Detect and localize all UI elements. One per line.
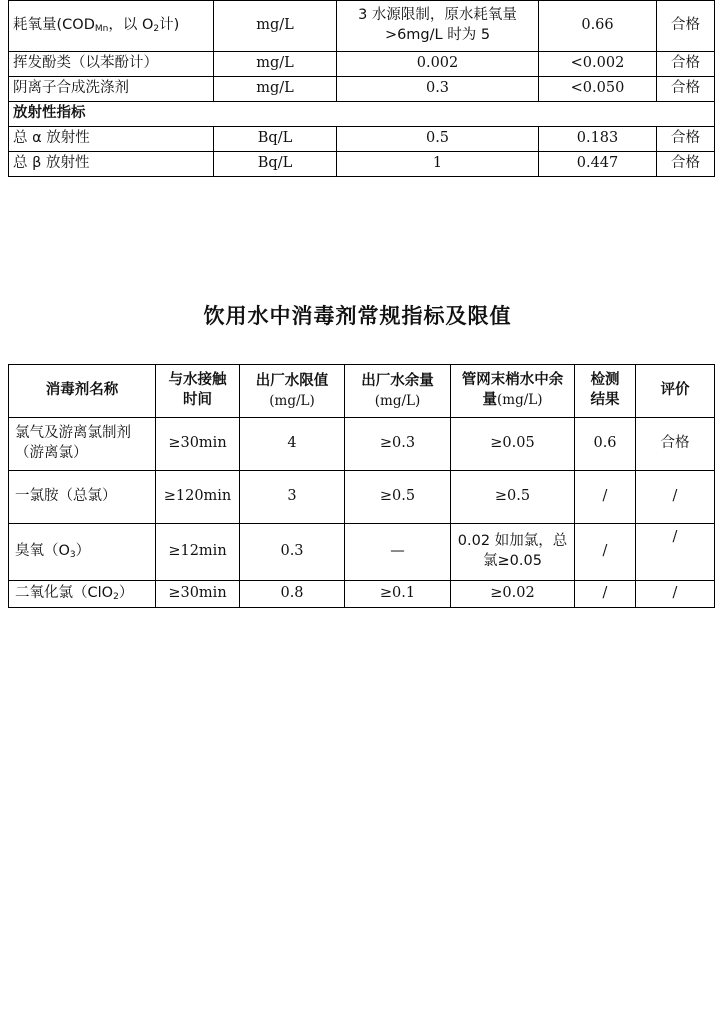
column-header-name: 消毒剂名称 bbox=[9, 365, 156, 418]
section-row bbox=[9, 102, 715, 127]
table-row bbox=[9, 471, 715, 524]
network-residual: ≥0.05 bbox=[451, 418, 575, 471]
table-header-row bbox=[9, 365, 715, 418]
header-label: 出厂水限值 bbox=[255, 373, 329, 390]
header-unit: (mg/L) bbox=[269, 392, 315, 409]
test-result: / bbox=[575, 471, 636, 524]
column-header-result: 检测结果 bbox=[575, 365, 636, 418]
disinfectant-table bbox=[8, 364, 715, 608]
evaluation: 合格 bbox=[636, 418, 715, 471]
indicator-limit: 3 水源限制，原水耗氧量>6mg/L 时为 5 bbox=[337, 1, 539, 52]
column-header-factory-limit bbox=[240, 365, 345, 418]
indicator-verdict: 合格 bbox=[657, 77, 715, 102]
factory-residual: ≥0.3 bbox=[345, 418, 451, 471]
evaluation: / bbox=[636, 581, 715, 608]
disinfectant-name: 臭氧$(O_3)$ bbox=[9, 524, 156, 581]
header-unit: (mg/L) bbox=[497, 392, 543, 408]
test-result: / bbox=[575, 581, 636, 608]
network-residual: ≥0.02 bbox=[451, 581, 575, 608]
disinfectant-name: 二氧化氯（ClO$_2$） bbox=[9, 581, 156, 608]
indicator-unit: Bq/L bbox=[214, 127, 337, 152]
indicator-unit: mg/L bbox=[214, 77, 337, 102]
header-label: 出厂水余量 bbox=[361, 373, 434, 390]
table-row bbox=[9, 77, 715, 102]
indicator-name: 挥发酚类（以苯酚计） bbox=[9, 52, 214, 77]
indicator-value: 0.183 bbox=[539, 127, 657, 152]
indicator-verdict: 合格 bbox=[657, 127, 715, 152]
table-row bbox=[9, 418, 715, 471]
table-row bbox=[9, 127, 715, 152]
test-result: 0.6 bbox=[575, 418, 636, 471]
header-label: 管网末梢水中余量 bbox=[461, 372, 564, 408]
indicator-value: 0.66 bbox=[539, 1, 657, 52]
test-result: / bbox=[575, 524, 636, 581]
indicator-limit: 0.5 bbox=[337, 127, 539, 152]
factory-residual: — bbox=[345, 524, 451, 581]
contact-time: ≥30min bbox=[156, 418, 240, 471]
indicator-unit: mg/L bbox=[214, 1, 337, 52]
contact-time: ≥120min bbox=[156, 471, 240, 524]
column-header-factory-residual bbox=[345, 365, 451, 418]
evaluation: / bbox=[636, 524, 715, 581]
indicator-unit: Bq/L bbox=[214, 152, 337, 177]
disinfectant-name: 一氯胺（总氯） bbox=[9, 471, 156, 524]
contact-time: ≥12min bbox=[156, 524, 240, 581]
indicator-verdict: 合格 bbox=[657, 1, 715, 52]
factory-limit: 0.3 bbox=[240, 524, 345, 581]
indicator-value: <0.050 bbox=[539, 77, 657, 102]
water-quality-table-continued bbox=[8, 0, 715, 177]
factory-limit: 4 bbox=[240, 418, 345, 471]
indicator-name: 阴离子合成洗涤剂 bbox=[9, 77, 214, 102]
indicator-unit: mg/L bbox=[214, 52, 337, 77]
indicator-name: 总 α 放射性 bbox=[9, 127, 214, 152]
column-header-contact-time: 与水接触时间 bbox=[156, 365, 240, 418]
disinfectant-name: 氯气及游离氯制剂（游离氯） bbox=[9, 418, 156, 471]
factory-limit: 3 bbox=[240, 471, 345, 524]
factory-residual: ≥0.1 bbox=[345, 581, 451, 608]
table-row bbox=[9, 52, 715, 77]
indicator-verdict: 合格 bbox=[657, 52, 715, 77]
evaluation: / bbox=[636, 471, 715, 524]
table-row bbox=[9, 1, 715, 52]
column-header-network-residual bbox=[451, 365, 575, 418]
header-unit: (mg/L) bbox=[374, 392, 421, 409]
indicator-limit: 1 bbox=[337, 152, 539, 177]
indicator-name: 总 β 放射性 bbox=[9, 152, 214, 177]
contact-time: ≥30min bbox=[156, 581, 240, 608]
network-residual: 0.02 如加氯，总氯≥0.05 bbox=[451, 524, 575, 581]
indicator-verdict: 合格 bbox=[657, 152, 715, 177]
indicator-name: 耗氧量($COD_{Mn}$，以 $O_2$计) bbox=[9, 1, 214, 52]
table-row bbox=[9, 581, 715, 608]
indicator-limit: 0.002 bbox=[337, 52, 539, 77]
table-row bbox=[9, 524, 715, 581]
indicator-value: <0.002 bbox=[539, 52, 657, 77]
section-heading: 饮用水中消毒剂常规指标及限值 bbox=[203, 304, 512, 328]
indicator-limit: 0.3 bbox=[337, 77, 539, 102]
factory-limit: 0.8 bbox=[240, 581, 345, 608]
table-row bbox=[9, 152, 715, 177]
factory-residual: ≥0.5 bbox=[345, 471, 451, 524]
network-residual: ≥0.5 bbox=[451, 471, 575, 524]
column-header-evaluation: 评价 bbox=[636, 365, 715, 418]
section-label-radioactivity: 放射性指标 bbox=[9, 102, 715, 127]
indicator-value: 0.447 bbox=[539, 152, 657, 177]
